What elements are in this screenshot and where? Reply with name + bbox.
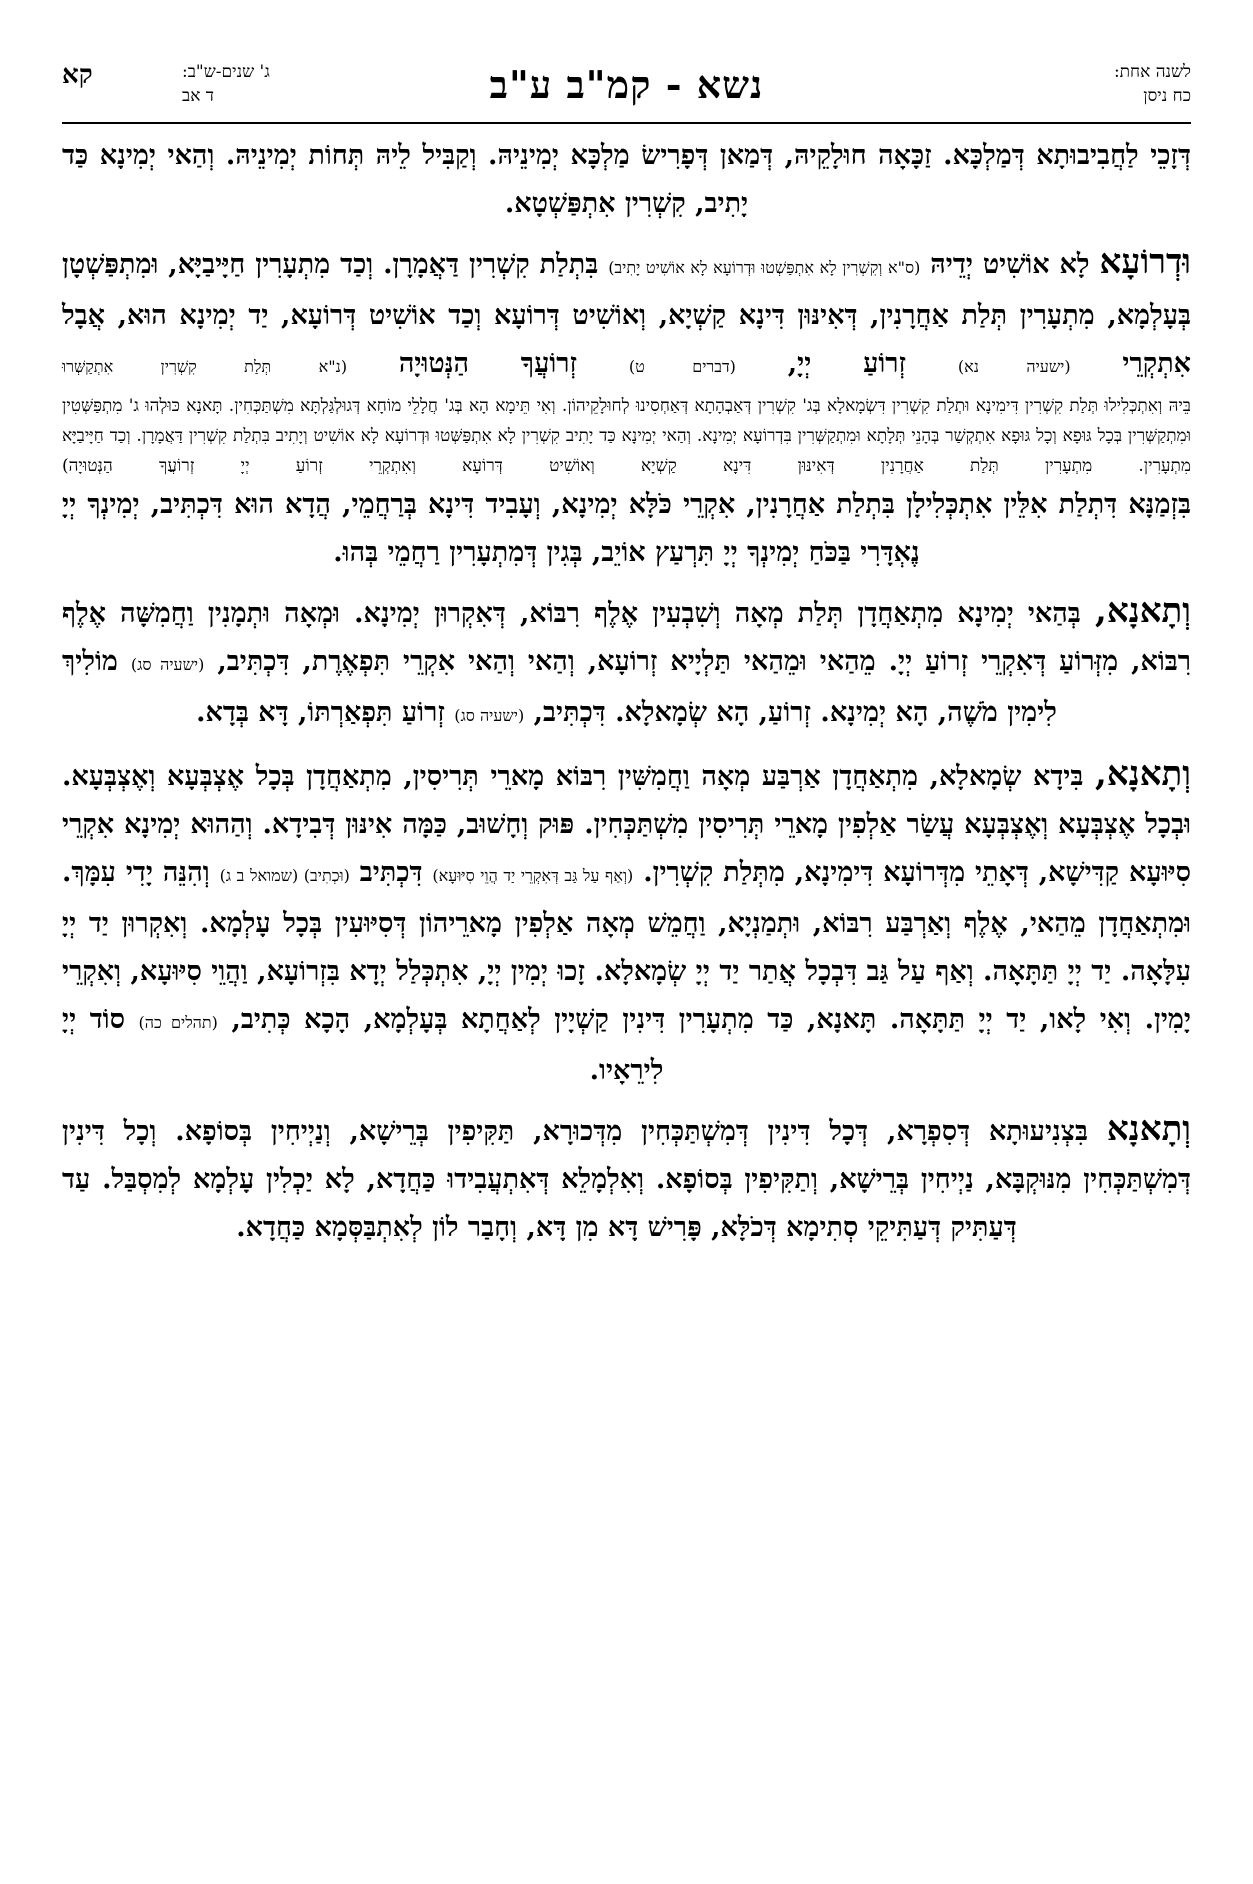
page-number: קא	[62, 60, 93, 90]
paragraph-5	[62, 587, 1191, 740]
paragraph-2	[62, 238, 1191, 391]
header-year-label: לשנה אחת:	[1113, 62, 1191, 82]
paragraph-text: מוֹלִיךְ לִימִין מֹשֶׁה, הָא יְמִינָא. זְרוֹעַ, הָא שְׂמָאלָא. דִּכְתִּיב,	[62, 646, 1057, 728]
paragraph-text: בְּהַאי יְמִינָא מִתְאַחֲדָן תְּלַת מְאָה וְשִׁבְעִין אֶלֶף רִבּוֹא, דְּאִקְרוּן יְמִינָא. וּמְאָה וּתְמָנִין וַחֲמִשָּׁה אֶלֶף רִבּוֹא, מִזְּרוֹעַ דְּאִקְרֵי זְרוֹעַ יְיָ. מֵהַאי וּמֵהַאי תַּלְיָיא זְרוֹעָא, וְהַאי וְהַאי אִקְרֵי תִּפְאֶרֶת, דִּכְתִּיב,	[62, 598, 1192, 677]
source-reference: (ישעיה נא)	[957, 357, 1071, 376]
source-reference: (וְאַף עַל גַּב דְּאִקְרֵי יַד הֲוֵי סִיּוּעָא)	[432, 866, 634, 885]
header-cycle-label: ג' שנים-ש"ב:	[182, 62, 270, 82]
paragraph-4	[62, 481, 1191, 577]
page-title: נשא - קמ"ב ע"ב	[489, 62, 764, 107]
header-left	[182, 60, 270, 108]
source-reference: (ס"א וְקִשְׁרִין לָא אִתְפַּשְׁטוּ וּדְרוֹעָא לָא אוֹשִׁיט יָתִיב)	[608, 258, 921, 277]
page-header	[62, 60, 1191, 124]
paragraph-text: זְרוֹעַ תִּפְאַרְתּוֹ, דָּא בְּדָא.	[196, 697, 445, 728]
paragraph-text: דְּזָכֵי לַחֲבִיבוּתָא דְּמַלְכָּא. זַכָּאָה חוּלָקֵיהּ, דְּמַאן דְּפָרִישׂ מַלְכָּא יְמִינֵיהּ. וְקַבִּיל לֵיהּ תְּחוֹת יְמִינֵיהּ. וְהַאי יְמִינָא כַּד יָתִיב, קִשְׁרִין אִתְפַּשְׁטָא.	[62, 140, 1191, 219]
source-reference: (וּכְתִיב) (שמואל ב ג)	[219, 866, 350, 885]
header-date-right: כח ניסן	[1143, 86, 1191, 106]
source-reference: (נ"א תְּלַת קִשְׁרִין אִתְקַשְּׁרוּ	[62, 357, 348, 376]
paragraph-lead-word: וְתָאנָא	[1106, 1109, 1191, 1149]
paragraph-text: בֵּיהּ וְאִתְכְּלִילוּ תְּלַת קִשְׁרִין דִּימִינָא וּתְלַת קִשְׁרִין דִּשְׂמָאלָא בְּג' קִשְׁרִין דְּאַבְהָתָא דְּאַחְסִינוּ לְחוּלָקֵיהוֹן. וְאִי תֵּימָא הָא בְּג' חֲלָלֵי מוֹחָא דְּגוּלְגַּלְתָּא מִשְׁתַּכְּחִין. תָּאנָא כּוּלְהוּ ג' מִתְפַּשְּׁטִין וּמִתְקַשְּׁרִין בְּכָל גּוּפָא וְכָל גּוּפָא אִתְקְשַׁר בְּהָנֵי תְּלָתָא וּמִתְקַשְּׁרִין בִּדְרוֹעָא יְמִינָא. וְהַאי יְמִינָא כַּד יָתִיב קִשְׁרִין לָא אִתְפַּשְּׁטוּ וּדְרוֹעָא לָא אוֹשִׁיט וְיָתִיב בִּתְלַת קִשְׁרִין דַּאֲמָרָן. וְכַד חַיָּיבַיָּא מִתְעָרִין. מִתְעָרִין תְּלַת אַחֲרָנִין דְּאִינּוּן דִּינָא קַשְׁיָא וְאוֹשִׁיט דְּרוֹעָא וְאִתְקְרֵי זְרוֹעַ יְיָ זְרוֹעֲךָ הַנְּטוּיָה)	[62, 396, 1191, 476]
paragraph-3-note	[62, 391, 1191, 481]
paragraph-text: וְהִנֵּה יָדִי עִמָּךְ. וּמִתְאַחֲדָן מֵהַאי, אֶלֶף וְאַרְבַּע רִבּוֹא, וּתְמַנְיָא, וַחֲמֵשׁ מְאָה אַלְפִין מָארֵיהוֹן דְּסִיּוּעִין בְּכָל עָלְמָא. וְאִקְרוּן יַד יְיָ עִלָּאָה. יַד יְיָ תַּתָּאָה. וְאַף עַל גַּב דִּבְכָל אֲתַר יַד יְיָ שְׂמָאלָא. זָכוּ יְמִין יְיָ, אִתְכְּלַל יְדָא בִּזְרוֹעָא, וַהֲוֵי סִיּוּעָא, וְאִקְרֵי יָמִין. וְאִי לָאו, יַד יְיָ תַּתָּאָה. תָּאנָא, כַּד מִתְעָרִין דִּינִין קַשְׁיָין לְאַחֲתָא בְּעָלְמָא, הָכָא כְּתִיב,	[62, 857, 1192, 1035]
paragraph-lead-word: וְתָאנָא,	[1095, 591, 1191, 631]
paragraph-text: דִּכְתִּיב	[359, 857, 423, 888]
paragraph-lead-word: וּדְרוֹעָא	[1099, 242, 1191, 282]
paragraph-text: בִּזְמַנָּא דִּתְלַת אִלֵּין אִתְכְּלִילָן בִּתְלַת אַחֲרָנִין, אִקְרֵי כֹּלָּא יְמִינָא, וְעָבִיד דִּינָא בְּרַחֲמֵי, הֲדָא הוּא דִּכְתִּיב, יְמִינְךָ יְיָ נֶאְדָּרִי בַּכֹּחַ יְמִינְךָ יְיָ תִּרְעַץ אוֹיֵב, בְּגִין דְּמִתְעָרִין רַחֲמֵי בְּהוּ.	[62, 489, 1191, 568]
paragraph-1	[62, 132, 1191, 228]
paragraph-text: לָא אוֹשִׁיט יְדֵיהּ	[930, 249, 1090, 280]
text-body	[62, 132, 1191, 1252]
header-date-left: ד אב	[182, 86, 214, 106]
source-reference: (ישעיה סג)	[454, 706, 525, 725]
paragraph-6	[62, 750, 1191, 1095]
paragraph-text: סוֹד יְיָ לִירֵאָיו.	[62, 1004, 664, 1086]
paragraph-text: זְרוֹעֲךָ הַנְּטוּיָה	[398, 348, 578, 379]
paragraph-lead-word: וְתָאנָא,	[1095, 754, 1191, 794]
source-reference: (דברים ט)	[628, 357, 736, 376]
paragraph-text: בִּצְנִיעוּתָא דְּסִפְרָא, דְּכָל דִּינִין דְּמִשְׁתַּכְּחִין מִדְּכוּרָא, תַּקִּיפִין בְּרֵישָׁא, וְנַיְיחִין בְּסוֹפָא. וְכָל דִּינִין דְּמִשְׁתַּכְּחִין מִנּוּקְבָּא, נַיְיחִין בְּרֵישָׁא, וְתַקִּיפִין בְּסוֹפָא. וְאִלְמָלֵא דְּאִתְעֲבִידוּ כַּחֲדָא, לָא יַכְלִין עָלְמָא לְמִסְבַּל. עַד דְּעַתִּיק דְּעַתִּיקֵי סְתִימָא דְּכֹלָּא, פָּרִישׁ דָּא מִן דָּא, וְחָבַר לוֹן לְאִתְבַּסְּמָא כַּחֲדָא.	[62, 1116, 1191, 1243]
paragraph-text: בִּידָא שְׂמָאלָא, מִתְאַחֲדָן אַרְבַּע מְאָה וַחֲמִשִּׁין רִבּוֹא מָארֵי תְּרִיסִין, מִתְאַחֲדָן בְּכָל אֶצְבְּעָא וְאֶצְבְּעָא. וּבְכָל אֶצְבְּעָא וְאֶצְבְּעָא עֲשַׂר אַלְפִין מָארֵי תְּרִיסִין מִשְׁתַּכְּחִין. פּוּק וְחָשׁוּב, כַּמָּה אִינּוּן דְּבִידָא. וְהַהוּא יְמִינָא אִקְרֵי סִיּוּעָא קַדִּישָׁא, דְּאָתֵי מִדְּרוֹעָא דִּימִינָא, מִתְּלַת קִשְׁרִין.	[62, 761, 1191, 888]
source-reference: (תהלים כה)	[138, 1013, 218, 1032]
paragraph-text: בִּתְלַת קִשְׁרִין דַּאֲמָרָן. וְכַד מִתְעָרִין חַיָּיבַיָּא, וּמִתְפַּשְׁטָן בְּעָלְמָא, מִתְעָרִין תְּלַת אַחֲרָנִין, דְּאִינּוּן דִּינָא קַשְׁיָא, וְאוֹשִׁיט דְּרוֹעָא וְכַד אוֹשִׁיט דְּרוֹעָא, יַד יְמִינָא הוּא, אֲבָל אִתְקְרֵי	[62, 249, 1192, 379]
source-reference: (ישעיה סג)	[130, 655, 205, 674]
paragraph-text: זְרוֹעַ יְיָ,	[787, 348, 907, 379]
paragraph-7	[62, 1105, 1191, 1252]
